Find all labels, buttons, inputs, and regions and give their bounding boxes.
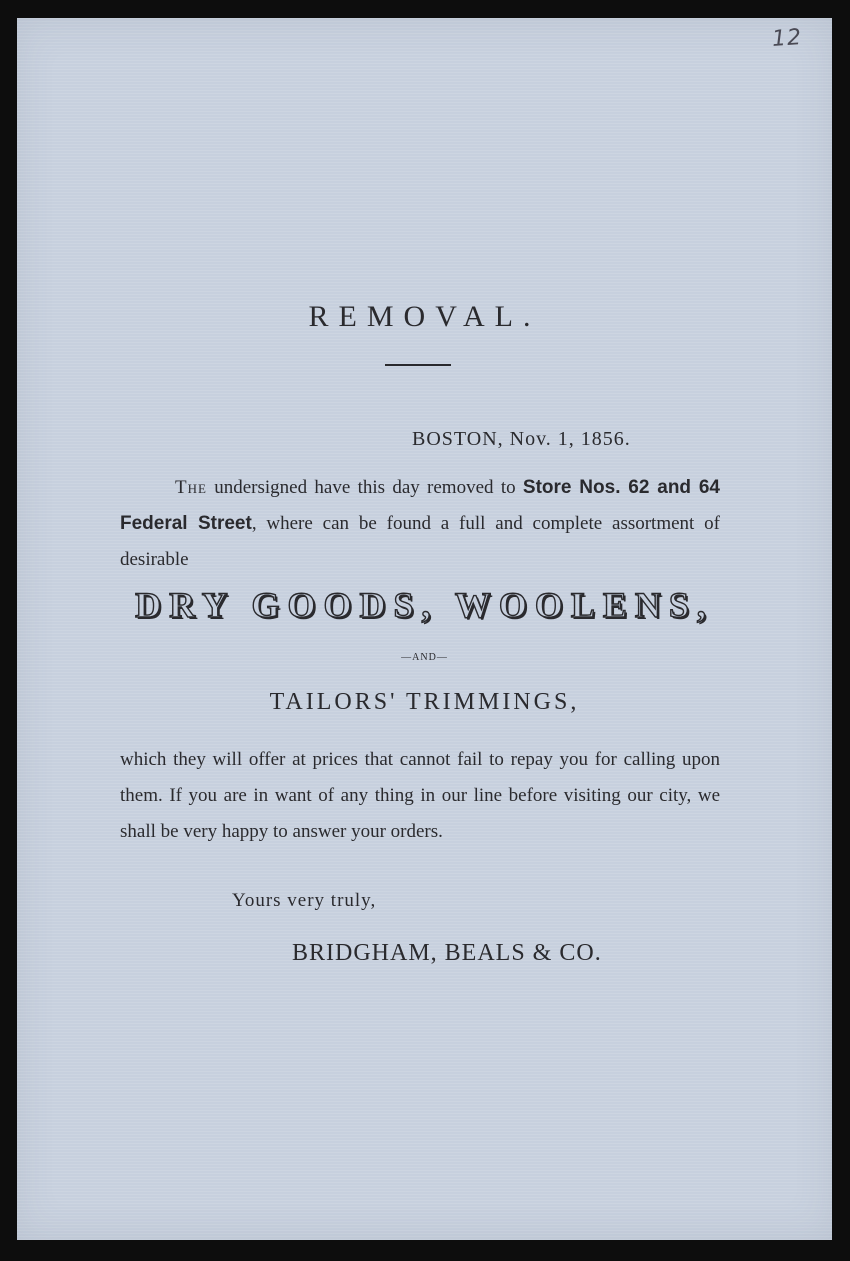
document-page bbox=[17, 18, 832, 1240]
page-number-mark: 12 bbox=[771, 24, 803, 53]
document-title: REMOVAL. bbox=[308, 300, 541, 333]
body-paragraph: which they will offer at prices that cannot fail to repay you for calling upon them. If you are in want of any thing in our line before visiting our city, we shall be very happy to answer your orders. bbox=[120, 749, 720, 842]
intro-text-b: , where can be found a full and complete assortment of desirable bbox=[120, 513, 720, 570]
signature: BRIDGHAM, BEALS & CO. bbox=[292, 940, 602, 966]
intro-paragraph bbox=[120, 470, 720, 578]
trimmings-heading: TAILORS' TRIMMINGS, bbox=[269, 689, 580, 715]
closing-line: Yours very truly, bbox=[232, 890, 377, 911]
and-separator: —AND— bbox=[401, 652, 448, 663]
intro-lead-word: The bbox=[175, 477, 207, 498]
dateline: BOSTON, Nov. 1, 1856. bbox=[412, 428, 631, 450]
intro-text-a: undersigned have this day removed to bbox=[206, 477, 523, 498]
title-divider bbox=[385, 364, 451, 366]
store-address: Store Nos. 62 and 64 Federal Street bbox=[120, 477, 721, 534]
goods-heading: DRY GOODS, WOOLENS, bbox=[135, 585, 714, 625]
